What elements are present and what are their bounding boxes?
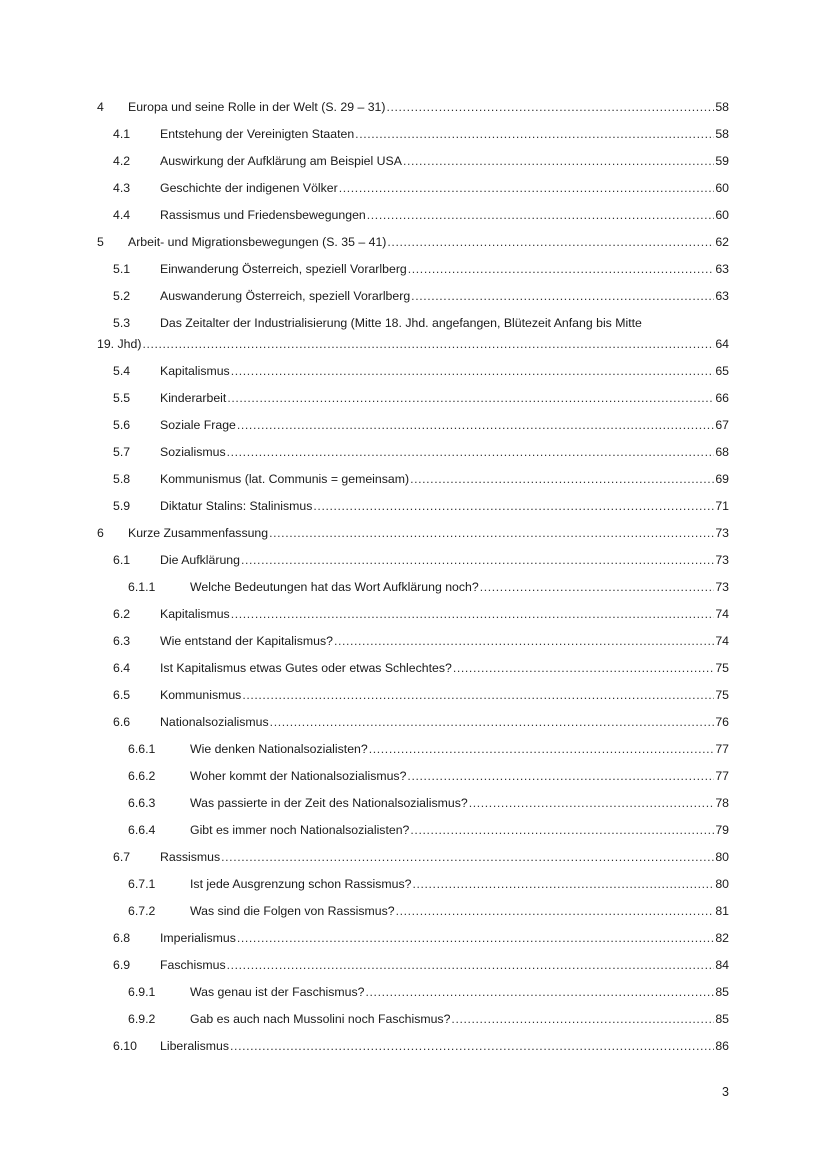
dot-leader bbox=[313, 496, 714, 516]
dot-leader bbox=[410, 820, 714, 840]
dot-leader bbox=[396, 901, 715, 921]
toc-entry-title: Sozialismus bbox=[160, 445, 226, 459]
dot-leader bbox=[453, 658, 714, 678]
toc-entry-number: 6.6.4 bbox=[128, 823, 156, 837]
toc-entry-number: 6.4 bbox=[113, 661, 131, 675]
toc-entry-number: 5.1 bbox=[113, 262, 131, 276]
toc-entry[interactable] bbox=[97, 820, 729, 847]
toc-entry-title: Kommunismus bbox=[160, 688, 242, 702]
table-of-contents bbox=[97, 97, 729, 1063]
toc-entry-title: Gibt es immer noch Nationalsozialisten? bbox=[190, 823, 410, 837]
toc-entry-title: Einwanderung Österreich, speziell Vorarlberg bbox=[160, 262, 407, 276]
toc-entry-line bbox=[97, 334, 729, 361]
toc-entry-number: 6.7.1 bbox=[128, 877, 156, 891]
dot-leader bbox=[412, 874, 714, 894]
toc-entry-number: 5.4 bbox=[113, 364, 131, 378]
toc-entry-page: 82 bbox=[715, 931, 729, 945]
toc-entry[interactable] bbox=[97, 847, 729, 874]
dot-leader bbox=[369, 739, 715, 759]
toc-entry-number: 6.9.1 bbox=[128, 985, 156, 999]
toc-entry-page: 74 bbox=[715, 607, 729, 621]
toc-entry-title: Wie denken Nationalsozialisten? bbox=[190, 742, 368, 756]
toc-entry-page: 73 bbox=[715, 553, 729, 567]
toc-entry-number: 6.7.2 bbox=[128, 904, 156, 918]
dot-leader bbox=[221, 847, 714, 867]
toc-entry[interactable] bbox=[97, 415, 729, 442]
toc-entry-page: 75 bbox=[715, 688, 729, 702]
toc-entry[interactable] bbox=[97, 631, 729, 658]
toc-entry-page: 59 bbox=[715, 154, 729, 168]
toc-entry-page: 60 bbox=[715, 181, 729, 195]
toc-entry-title: Die Aufklärung bbox=[160, 553, 240, 567]
toc-entry-page: 69 bbox=[715, 472, 729, 486]
toc-entry-title: Nationalsozialismus bbox=[160, 715, 269, 729]
toc-entry-page: 68 bbox=[715, 445, 729, 459]
toc-entry-number: 6.2 bbox=[113, 607, 131, 621]
toc-entry[interactable] bbox=[97, 577, 729, 604]
toc-entry-number: 4.4 bbox=[113, 208, 131, 222]
toc-entry-title: Liberalismus bbox=[160, 1039, 230, 1053]
toc-entry-title: Woher kommt der Nationalsozialismus? bbox=[190, 769, 407, 783]
toc-entry[interactable] bbox=[97, 685, 729, 712]
toc-entry[interactable] bbox=[97, 982, 729, 1009]
toc-entry-number: 5.5 bbox=[113, 391, 131, 405]
toc-entry[interactable] bbox=[97, 178, 729, 205]
toc-entry[interactable] bbox=[97, 205, 729, 232]
dot-leader bbox=[451, 1009, 714, 1029]
toc-entry-title: Kapitalismus bbox=[160, 364, 230, 378]
toc-entry-page: 77 bbox=[715, 769, 729, 783]
dot-leader bbox=[242, 685, 714, 705]
toc-entry-page: 58 bbox=[715, 127, 729, 141]
toc-entry[interactable] bbox=[97, 901, 729, 928]
toc-entry-number: 5.7 bbox=[113, 445, 131, 459]
toc-entry-page: 86 bbox=[715, 1039, 729, 1053]
dot-leader bbox=[366, 982, 715, 1002]
toc-entry-page: 79 bbox=[715, 823, 729, 837]
toc-entry-page: 71 bbox=[715, 499, 729, 513]
toc-entry-title: Entstehung der Vereinigten Staaten bbox=[160, 127, 355, 141]
dot-leader bbox=[408, 259, 715, 279]
dot-leader bbox=[270, 712, 715, 732]
toc-entry-page: 60 bbox=[715, 208, 729, 222]
toc-entry-page: 58 bbox=[715, 100, 729, 114]
dot-leader bbox=[334, 631, 714, 651]
dot-leader bbox=[230, 1036, 714, 1056]
toc-entry[interactable] bbox=[97, 151, 729, 178]
dot-leader bbox=[480, 577, 715, 597]
toc-entry-title: Was genau ist der Faschismus? bbox=[190, 985, 365, 999]
toc-entry-title: Europa und seine Rolle in der Welt (S. 29 – 31) bbox=[128, 100, 386, 114]
dot-leader bbox=[407, 766, 714, 786]
toc-entry-title: Ist jede Ausgrenzung schon Rassismus? bbox=[190, 877, 412, 891]
toc-entry[interactable] bbox=[97, 232, 729, 259]
dot-leader bbox=[241, 550, 714, 570]
toc-entry-title: Kurze Zusammenfassung bbox=[128, 526, 269, 540]
toc-entry-number: 5.6 bbox=[113, 418, 131, 432]
toc-entry-number: 4 bbox=[97, 100, 104, 114]
toc-entry-number: 6.9 bbox=[113, 958, 131, 972]
toc-entry-page: 84 bbox=[715, 958, 729, 972]
toc-entry[interactable] bbox=[97, 286, 729, 313]
dot-leader bbox=[387, 232, 714, 252]
toc-entry-number: 4.2 bbox=[113, 154, 131, 168]
toc-entry-number: 5.8 bbox=[113, 472, 131, 486]
toc-entry[interactable] bbox=[97, 259, 729, 286]
toc-entry-page: 65 bbox=[715, 364, 729, 378]
dot-leader bbox=[355, 124, 714, 144]
toc-entry-number: 6.5 bbox=[113, 688, 131, 702]
dot-leader bbox=[469, 793, 715, 813]
toc-entry-title: Auswirkung der Aufklärung am Beispiel USA bbox=[160, 154, 402, 168]
toc-entry[interactable] bbox=[97, 550, 729, 577]
toc-entry-number: 5.2 bbox=[113, 289, 131, 303]
toc-entry-page: 80 bbox=[715, 877, 729, 891]
toc-entry-title: Diktatur Stalins: Stalinismus bbox=[160, 499, 313, 513]
dot-leader bbox=[237, 928, 714, 948]
dot-leader bbox=[231, 604, 715, 624]
toc-entry-number: 6.8 bbox=[113, 931, 131, 945]
toc-entry-page: 81 bbox=[715, 904, 729, 918]
toc-entry[interactable] bbox=[97, 793, 729, 820]
toc-entry-number: 6.6.1 bbox=[128, 742, 156, 756]
toc-entry-page: 74 bbox=[715, 634, 729, 648]
toc-entry-title: Welche Bedeutungen hat das Wort Aufklärung noch? bbox=[190, 580, 479, 594]
toc-entry-title: Wie entstand der Kapitalismus? bbox=[160, 634, 333, 648]
toc-entry-number: 4.1 bbox=[113, 127, 131, 141]
toc-entry[interactable] bbox=[97, 523, 729, 550]
toc-entry-page: 73 bbox=[715, 526, 729, 540]
toc-entry-page: 76 bbox=[715, 715, 729, 729]
toc-entry-number: 6.6 bbox=[113, 715, 131, 729]
dot-leader bbox=[227, 955, 715, 975]
toc-entry-title: Gab es auch nach Mussolini noch Faschismus? bbox=[190, 1012, 451, 1026]
toc-entry[interactable] bbox=[97, 955, 729, 982]
toc-entry-number: 5.3 bbox=[113, 316, 131, 330]
toc-entry[interactable] bbox=[97, 928, 729, 955]
toc-entry[interactable] bbox=[97, 658, 729, 685]
toc-entry-line bbox=[113, 313, 729, 334]
toc-entry-title: Arbeit- und Migrationsbewegungen (S. 35 – 41) bbox=[128, 235, 387, 249]
toc-entry-title: Ist Kapitalismus etwas Gutes oder etwas Schlechtes? bbox=[160, 661, 452, 675]
toc-entry-page: 63 bbox=[715, 262, 729, 276]
toc-entry[interactable] bbox=[97, 739, 729, 766]
toc-entry-page: 63 bbox=[715, 289, 729, 303]
toc-entry-title: Das Zeitalter der Industrialisierung (Mitte 18. Jhd. angefangen, Blütezeit Anfang bis Mitte bbox=[160, 316, 642, 330]
toc-entry-title: Was passierte in der Zeit des Nationalsozialismus? bbox=[190, 796, 468, 810]
toc-entry-title: Kommunismus (lat. Communis = gemeinsam) bbox=[160, 472, 410, 486]
page-number: 3 bbox=[722, 1085, 729, 1099]
dot-leader bbox=[231, 361, 715, 381]
toc-entry-number: 6.1 bbox=[113, 553, 131, 567]
toc-entry-title: Rassismus bbox=[160, 850, 221, 864]
toc-entry-title: Was sind die Folgen von Rassismus? bbox=[190, 904, 395, 918]
toc-entry-number: 6.9.2 bbox=[128, 1012, 156, 1026]
toc-entry[interactable] bbox=[97, 97, 729, 124]
toc-entry[interactable] bbox=[97, 712, 729, 739]
toc-entry-title: Kapitalismus bbox=[160, 607, 230, 621]
toc-entry-page: 73 bbox=[715, 580, 729, 594]
dot-leader bbox=[410, 469, 714, 489]
toc-entry[interactable] bbox=[97, 766, 729, 793]
toc-entry-title: Faschismus bbox=[160, 958, 226, 972]
toc-entry[interactable] bbox=[97, 442, 729, 469]
dot-leader bbox=[237, 415, 714, 435]
toc-entry-number: 6 bbox=[97, 526, 104, 540]
toc-entry-page: 80 bbox=[715, 850, 729, 864]
dot-leader bbox=[411, 286, 714, 306]
toc-entry-page: 66 bbox=[715, 391, 729, 405]
toc-entry[interactable] bbox=[97, 874, 729, 901]
toc-entry[interactable] bbox=[97, 388, 729, 415]
toc-entry-title: Kinderarbeit bbox=[160, 391, 227, 405]
toc-entry-page: 85 bbox=[715, 1012, 729, 1026]
toc-entry-number: 6.6.3 bbox=[128, 796, 156, 810]
toc-entry-page: 75 bbox=[715, 661, 729, 675]
toc-entry-title: Geschichte der indigenen Völker bbox=[160, 181, 338, 195]
toc-entry-number: 5 bbox=[97, 235, 104, 249]
dot-leader bbox=[339, 178, 715, 198]
toc-entry-number: 6.10 bbox=[113, 1039, 137, 1053]
toc-entry-title: Auswanderung Österreich, speziell Vorarlberg bbox=[160, 289, 411, 303]
toc-entry[interactable] bbox=[97, 124, 729, 151]
toc-entry-title: Imperialismus bbox=[160, 931, 236, 945]
toc-entry[interactable] bbox=[97, 361, 729, 388]
toc-entry-title: Soziale Frage bbox=[160, 418, 236, 432]
dot-leader bbox=[367, 205, 715, 225]
dot-leader bbox=[142, 334, 714, 354]
toc-entry[interactable] bbox=[97, 1009, 729, 1036]
toc-entry-page: 78 bbox=[715, 796, 729, 810]
toc-entry-page: 77 bbox=[715, 742, 729, 756]
toc-entry-number: 5.9 bbox=[113, 499, 131, 513]
toc-entry-page: 85 bbox=[715, 985, 729, 999]
toc-entry[interactable] bbox=[97, 469, 729, 496]
toc-entry-number: 4.3 bbox=[113, 181, 131, 195]
toc-entry[interactable] bbox=[97, 1036, 729, 1063]
dot-leader bbox=[269, 523, 714, 543]
dot-leader bbox=[227, 388, 714, 408]
toc-entry-number: 6.7 bbox=[113, 850, 131, 864]
toc-entry-page: 67 bbox=[715, 418, 729, 432]
toc-entry[interactable] bbox=[97, 496, 729, 523]
toc-entry-title-continued: 19. Jhd) bbox=[97, 337, 142, 351]
dot-leader bbox=[386, 97, 714, 117]
dot-leader bbox=[227, 442, 715, 462]
toc-entry-page: 64 bbox=[715, 337, 729, 351]
dot-leader bbox=[403, 151, 714, 171]
toc-entry[interactable] bbox=[97, 604, 729, 631]
toc-entry-title: Rassismus und Friedensbewegungen bbox=[160, 208, 366, 222]
toc-entry-number: 6.6.2 bbox=[128, 769, 156, 783]
toc-entry[interactable] bbox=[97, 313, 729, 361]
toc-entry-number: 6.1.1 bbox=[128, 580, 156, 594]
toc-entry-number: 6.3 bbox=[113, 634, 131, 648]
toc-entry-page: 62 bbox=[715, 235, 729, 249]
